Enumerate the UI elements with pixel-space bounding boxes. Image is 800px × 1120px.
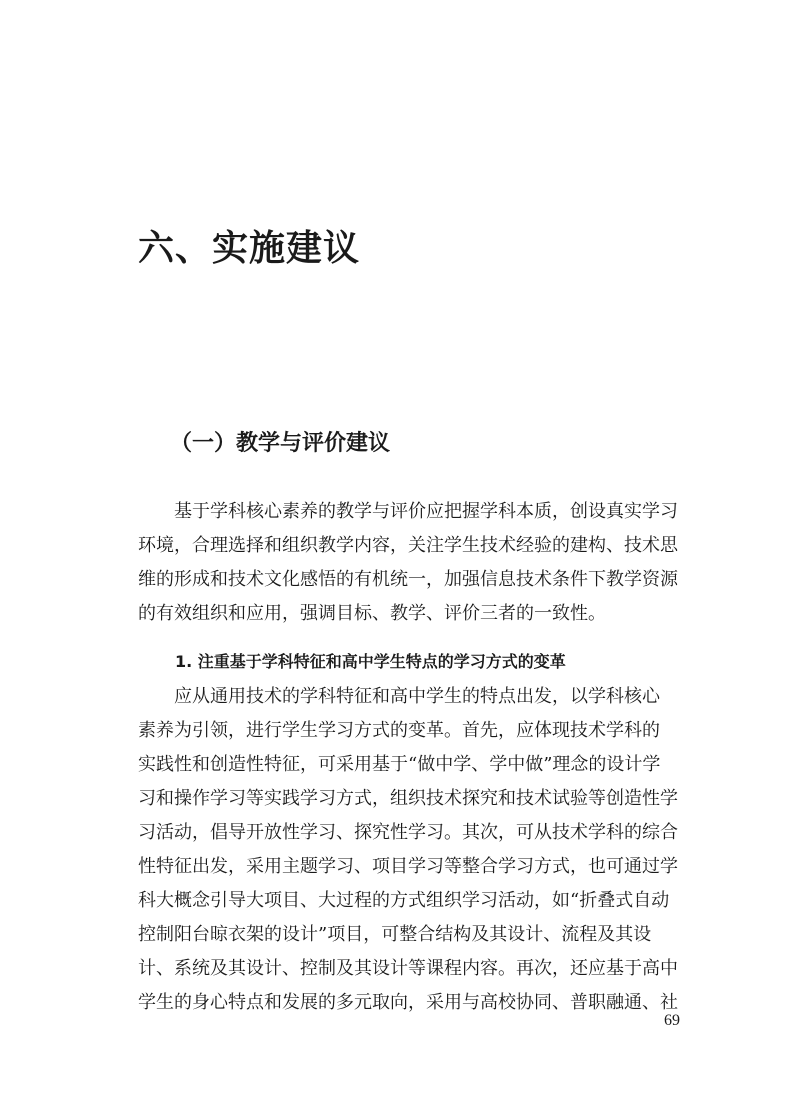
section-title: （一）教学与评价建议: [170, 431, 391, 456]
page-number: 69: [664, 1012, 680, 1029]
paragraph-line: 学生的身心特点和发展的多元取向，采用与高校协同、普职融通、社: [138, 992, 678, 1013]
paragraph-line: 控制阳台晾衣架的设计”项目，可整合结构及其设计、流程及其设: [138, 924, 652, 945]
chapter-title: 六、实施建议: [138, 228, 361, 269]
intro-paragraph: [138, 495, 678, 631]
subheading: 1. 注重基于学科特征和高中学生特点的学习方式的变革: [175, 652, 566, 671]
body-paragraph: [138, 680, 678, 1020]
paragraph-line: 素养为引领，进行学生学习方式的变革。首先，应体现技术学科的: [138, 720, 660, 741]
paragraph-line: 基于学科核心素养的教学与评价应把握学科本质，创设真实学习: [174, 501, 678, 522]
paragraph-line: 维的形成和技术文化感悟的有机统一，加强信息技术条件下教学资源: [138, 569, 678, 590]
paragraph-line: 应从通用技术的学科特征和高中学生的特点出发，以学科核心: [174, 686, 660, 707]
paragraph-line: 科大概念引导大项目、大过程的方式组织学习活动，如“折叠式自动: [138, 890, 670, 911]
paragraph-line: 实践性和创造性特征，可采用基于“做中学、学中做”理念的设计学: [138, 754, 661, 775]
paragraph-line: 计、系统及其设计、控制及其设计等课程内容。再次，还应基于高中: [138, 958, 678, 979]
paragraph-line: 性特征出发，采用主题学习、项目学习等整合学习方式，也可通过学: [138, 856, 678, 877]
paragraph-line: 习活动，倡导开放性学习、探究性学习。其次，可从技术学科的综合: [138, 822, 678, 843]
paragraph-line: 的有效组织和应用，强调目标、教学、评价三者的一致性。: [138, 603, 606, 624]
paragraph-line: 环境，合理选择和组织教学内容，关注学生技术经验的建构、技术思: [138, 535, 678, 556]
paragraph-line: 习和操作学习等实践学习方式，组织技术探究和技术试验等创造性学: [138, 788, 678, 809]
